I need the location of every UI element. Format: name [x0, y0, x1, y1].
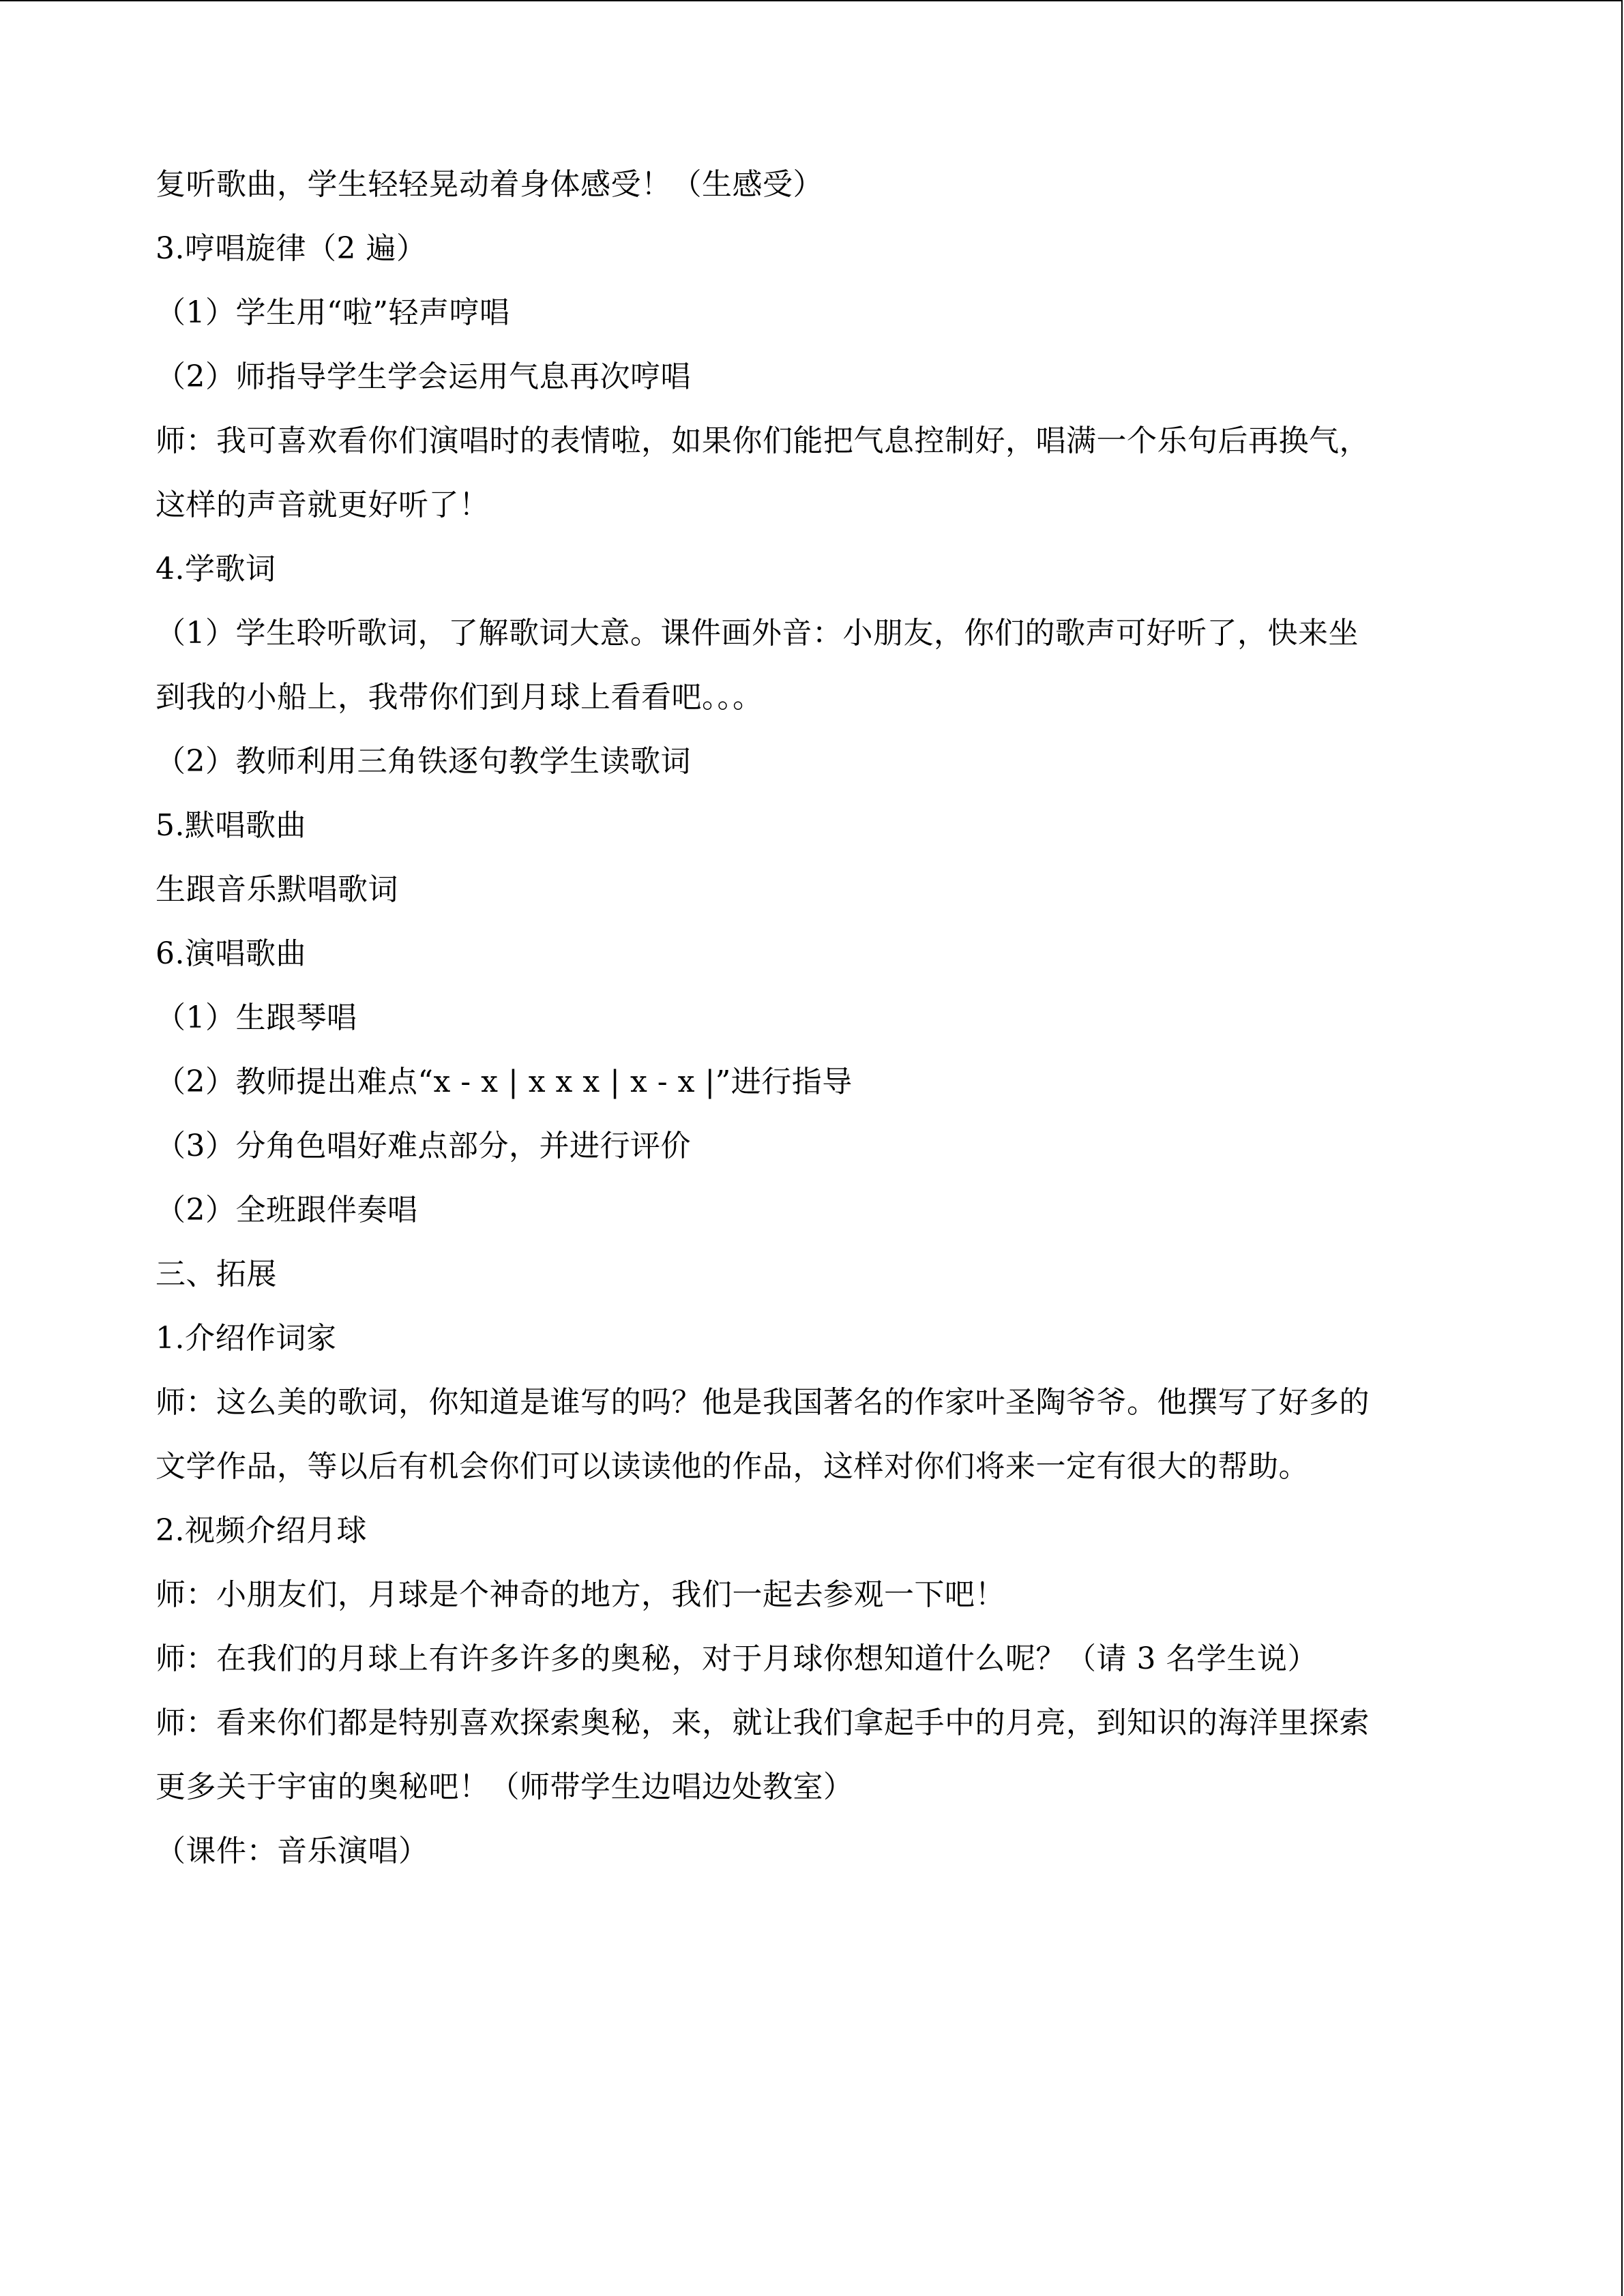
section-heading: 3.哼唱旋律（2 遍）	[156, 231, 427, 266]
list-item: （1）学生用“啦”轻声哼唱	[156, 295, 510, 330]
section-heading: 6.演唱歌曲	[156, 936, 306, 971]
text-line: 生跟音乐默唱歌词	[156, 872, 398, 907]
section-heading: 5.默唱歌曲	[156, 808, 306, 843]
document-body	[156, 153, 1472, 1883]
text-line: 师：在我们的月球上有许多许多的奥秘，对于月球你想知道什么呢？（请 3 名学生说）	[156, 1641, 1318, 1676]
section-heading: 4.学歌词	[156, 552, 276, 586]
text-line: 更多关于宇宙的奥秘吧！（师带学生边唱边处教室）	[156, 1770, 854, 1804]
text-line: 复听歌曲，学生轻轻晃动着身体感受！（生感受）	[156, 167, 823, 202]
list-item: （2）教师利用三角铁逐句教学生读歌词	[156, 744, 691, 779]
list-item: （1）学生聆听歌词，了解歌词大意。课件画外音：小朋友，你们的歌声可好听了，快来坐	[156, 616, 1359, 651]
text-line: 师：这么美的歌词，你知道是谁写的吗？他是我国著名的作家叶圣陶爷爷。他撰写了好多的	[156, 1385, 1370, 1420]
section-heading: 1.介绍作词家	[156, 1321, 337, 1356]
list-item: （2）教师提出难点“x - x | x x x | x - x |”进行指导	[156, 1064, 853, 1099]
text-line: 师：小朋友们，月球是个神奇的地方，我们一起去参观一下吧！	[156, 1577, 1005, 1612]
section-heading: 2.视频介绍月球	[156, 1513, 367, 1548]
text-line: 文学作品，等以后有机会你们可以读读他的作品，这样对你们将来一定有很大的帮助。	[156, 1449, 1309, 1484]
list-item: （1）生跟琴唱	[156, 1000, 357, 1035]
text-line: 这样的声音就更好听了！	[156, 488, 490, 522]
text-line: （课件：音乐演唱）	[156, 1834, 429, 1868]
list-item: （2）全班跟伴奏唱	[156, 1193, 418, 1227]
text-line: 到我的小船上，我带你们到月球上看看吧。。。	[156, 680, 763, 715]
text-line: 师：看来你们都是特别喜欢探索奥秘，来，就让我们拿起手中的月亮，到知识的海洋里探索	[156, 1705, 1370, 1740]
section-heading: 三、拓展	[156, 1257, 277, 1292]
text-line: 师：我可喜欢看你们演唱时的表情啦，如果你们能把气息控制好，唱满一个乐句后再换气，	[156, 423, 1370, 458]
list-item: （2）师指导学生学会运用气息再次哼唱	[156, 359, 691, 394]
list-item: （3）分角色唱好难点部分，并进行评价	[156, 1129, 691, 1163]
